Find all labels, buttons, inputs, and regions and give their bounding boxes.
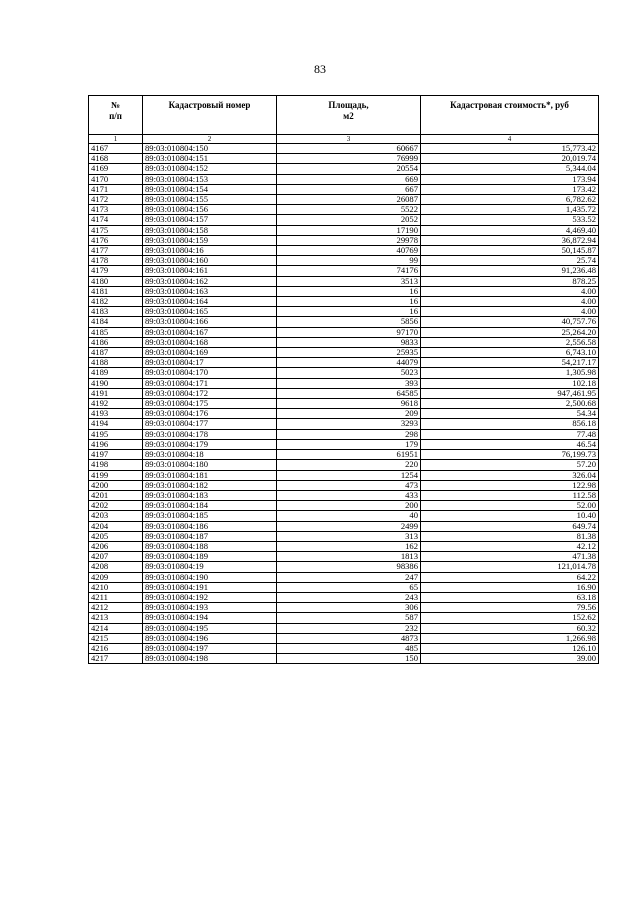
cadastral-value: 1,305.98: [421, 368, 599, 378]
row-index: 4184: [89, 317, 143, 327]
cadastral-number: 89:03:010804:198: [143, 654, 277, 664]
header-line: Кадастровая стоимость*, руб: [450, 100, 569, 110]
area: 17190: [277, 225, 421, 235]
table-row: [89, 235, 599, 245]
row-index: 4169: [89, 164, 143, 174]
cadastral-number: 89:03:010804:17: [143, 358, 277, 368]
area: 9618: [277, 399, 421, 409]
cadastral-value: 4,469.40: [421, 225, 599, 235]
cadastral-number: 89:03:010804:189: [143, 552, 277, 562]
row-index: 4180: [89, 276, 143, 286]
row-index: 4168: [89, 154, 143, 164]
row-index: 4181: [89, 286, 143, 296]
row-index: 4213: [89, 613, 143, 623]
table-row: [89, 184, 599, 194]
area: 485: [277, 643, 421, 653]
header-line: №: [110, 100, 121, 110]
header-line: Кадастровый номер: [168, 100, 251, 110]
row-index: 4211: [89, 592, 143, 602]
row-index: 4186: [89, 337, 143, 347]
row-index: 4206: [89, 541, 143, 551]
area: 3513: [277, 276, 421, 286]
cadastral-value: 25,264.20: [421, 327, 599, 337]
area: 20554: [277, 164, 421, 174]
area: 243: [277, 592, 421, 602]
cadastral-value: 46.54: [421, 439, 599, 449]
cadastral-number: 89:03:010804:180: [143, 460, 277, 470]
table-row: [89, 337, 599, 347]
row-index: 4177: [89, 246, 143, 256]
row-index: 4172: [89, 195, 143, 205]
table-row: [89, 603, 599, 613]
cadastral-value: 76,199.73: [421, 450, 599, 460]
area: 29978: [277, 235, 421, 245]
cadastral-value: 2,500.68: [421, 399, 599, 409]
cadastral-number: 89:03:010804:155: [143, 195, 277, 205]
cadastral-value: 42.12: [421, 541, 599, 551]
table-row: [89, 368, 599, 378]
area: 247: [277, 572, 421, 582]
row-index: 4191: [89, 388, 143, 398]
area: 64585: [277, 388, 421, 398]
cadastral-value: 152.62: [421, 613, 599, 623]
row-index: 4194: [89, 419, 143, 429]
row-index: 4205: [89, 531, 143, 541]
area: 587: [277, 613, 421, 623]
area: 97170: [277, 327, 421, 337]
row-index: 4189: [89, 368, 143, 378]
cadastral-number: 89:03:010804:170: [143, 368, 277, 378]
cadastral-number: 89:03:010804:171: [143, 378, 277, 388]
cadastral-value: 50,145.87: [421, 246, 599, 256]
table-row: [89, 266, 599, 276]
cadastral-number: 89:03:010804:169: [143, 348, 277, 358]
cadastral-number: 89:03:010804:175: [143, 399, 277, 409]
cadastral-number: 89:03:010804:16: [143, 246, 277, 256]
cadastral-number: 89:03:010804:184: [143, 501, 277, 511]
table-row: [89, 246, 599, 256]
cadastral-number: 89:03:010804:188: [143, 541, 277, 551]
column-number: 3: [277, 135, 421, 144]
table-row: [89, 541, 599, 551]
cadastral-number: 89:03:010804:190: [143, 572, 277, 582]
area: 74176: [277, 266, 421, 276]
cadastral-number: 89:03:010804:19: [143, 562, 277, 572]
cadastral-value: 173.94: [421, 174, 599, 184]
area: 306: [277, 603, 421, 613]
column-number: 4: [421, 135, 599, 144]
area: 150: [277, 654, 421, 664]
area: 209: [277, 409, 421, 419]
cadastral-table: [88, 95, 599, 664]
table-header-row: [89, 96, 599, 135]
cadastral-value: 4.00: [421, 286, 599, 296]
cadastral-value: 856.18: [421, 419, 599, 429]
table-row: [89, 552, 599, 562]
table-row: [89, 654, 599, 664]
cadastral-value: 112.58: [421, 490, 599, 500]
row-index: 4198: [89, 460, 143, 470]
cadastral-number: 89:03:010804:183: [143, 490, 277, 500]
table-row: [89, 144, 599, 154]
area: 179: [277, 439, 421, 449]
row-index: 4200: [89, 480, 143, 490]
row-index: 4179: [89, 266, 143, 276]
cadastral-number: 89:03:010804:193: [143, 603, 277, 613]
area: 3293: [277, 419, 421, 429]
table-row: [89, 633, 599, 643]
cadastral-value: 64.22: [421, 572, 599, 582]
table-row: [89, 439, 599, 449]
area: 5856: [277, 317, 421, 327]
cadastral-value: 471.38: [421, 552, 599, 562]
cadastral-number: 89:03:010804:187: [143, 531, 277, 541]
area: 44079: [277, 358, 421, 368]
cadastral-number: 89:03:010804:158: [143, 225, 277, 235]
cadastral-number: 89:03:010804:165: [143, 307, 277, 317]
row-index: 4209: [89, 572, 143, 582]
row-index: 4193: [89, 409, 143, 419]
cadastral-value: 173.42: [421, 184, 599, 194]
cadastral-number: 89:03:010804:164: [143, 297, 277, 307]
area: 65: [277, 582, 421, 592]
cadastral-value: 60.32: [421, 623, 599, 633]
row-index: 4216: [89, 643, 143, 653]
area: 16: [277, 286, 421, 296]
cadastral-value: 533.52: [421, 215, 599, 225]
cadastral-number: 89:03:010804:157: [143, 215, 277, 225]
table-row: [89, 195, 599, 205]
cadastral-value: 102.18: [421, 378, 599, 388]
area: 5522: [277, 205, 421, 215]
cadastral-value: 16.90: [421, 582, 599, 592]
cadastral-number: 89:03:010804:156: [143, 205, 277, 215]
header-index: [89, 96, 143, 135]
area: 393: [277, 378, 421, 388]
table-row: [89, 572, 599, 582]
cadastral-number: 89:03:010804:159: [143, 235, 277, 245]
cadastral-value: 77.48: [421, 429, 599, 439]
table-row: [89, 490, 599, 500]
row-index: 4201: [89, 490, 143, 500]
area: 2499: [277, 521, 421, 531]
cadastral-value: 57.20: [421, 460, 599, 470]
header-line: м2: [343, 111, 354, 121]
area: 298: [277, 429, 421, 439]
table-row: [89, 501, 599, 511]
table-row: [89, 643, 599, 653]
row-index: 4183: [89, 307, 143, 317]
cadastral-value: 947,461.95: [421, 388, 599, 398]
area: 473: [277, 480, 421, 490]
area: 1813: [277, 552, 421, 562]
area: 669: [277, 174, 421, 184]
cadastral-number: 89:03:010804:162: [143, 276, 277, 286]
table-row: [89, 450, 599, 460]
cadastral-number: 89:03:010804:197: [143, 643, 277, 653]
area: 60667: [277, 144, 421, 154]
cadastral-value: 25.74: [421, 256, 599, 266]
row-index: 4167: [89, 144, 143, 154]
area: 232: [277, 623, 421, 633]
row-index: 4208: [89, 562, 143, 572]
cadastral-value: 10.40: [421, 511, 599, 521]
cadastral-number: 89:03:010804:172: [143, 388, 277, 398]
row-index: 4192: [89, 399, 143, 409]
table-row: [89, 378, 599, 388]
table-row: [89, 399, 599, 409]
area: 5023: [277, 368, 421, 378]
table-row: [89, 307, 599, 317]
table-row: [89, 592, 599, 602]
table-row: [89, 297, 599, 307]
cadastral-number: 89:03:010804:150: [143, 144, 277, 154]
row-index: 4188: [89, 358, 143, 368]
table-body: [89, 144, 599, 664]
cadastral-value: 6,782.62: [421, 195, 599, 205]
table-row: [89, 388, 599, 398]
page-number: 83: [314, 62, 326, 76]
cadastral-value: 63.18: [421, 592, 599, 602]
row-index: 4187: [89, 348, 143, 358]
cadastral-number: 89:03:010804:191: [143, 582, 277, 592]
row-index: 4175: [89, 225, 143, 235]
cadastral-value: 4.00: [421, 297, 599, 307]
cadastral-number: 89:03:010804:166: [143, 317, 277, 327]
cadastral-value: 15,773.42: [421, 144, 599, 154]
header-cadastral-value: [421, 96, 599, 135]
cadastral-number: 89:03:010804:163: [143, 286, 277, 296]
row-index: 4195: [89, 429, 143, 439]
cadastral-number: 89:03:010804:196: [143, 633, 277, 643]
header-area: [277, 96, 421, 135]
area: 25935: [277, 348, 421, 358]
header-line: п/п: [109, 111, 122, 121]
area: 16: [277, 307, 421, 317]
row-index: 4176: [89, 235, 143, 245]
row-index: 4207: [89, 552, 143, 562]
cadastral-value: 39.00: [421, 654, 599, 664]
area: 40769: [277, 246, 421, 256]
row-index: 4190: [89, 378, 143, 388]
cadastral-number: 89:03:010804:176: [143, 409, 277, 419]
cadastral-value: 5,344.04: [421, 164, 599, 174]
area: 99: [277, 256, 421, 266]
cadastral-number: 89:03:010804:185: [143, 511, 277, 521]
table-row: [89, 256, 599, 266]
cadastral-number: 89:03:010804:194: [143, 613, 277, 623]
cadastral-value: 36,872.94: [421, 235, 599, 245]
cadastral-value: 79.56: [421, 603, 599, 613]
cadastral-value: 122.98: [421, 480, 599, 490]
table-row: [89, 286, 599, 296]
table-row: [89, 348, 599, 358]
cadastral-number: 89:03:010804:186: [143, 521, 277, 531]
row-index: 4204: [89, 521, 143, 531]
table-row: [89, 154, 599, 164]
area: 61951: [277, 450, 421, 460]
table-row: [89, 164, 599, 174]
cadastral-value: 2,556.58: [421, 337, 599, 347]
column-number: 1: [89, 135, 143, 144]
area: 2052: [277, 215, 421, 225]
cadastral-number: 89:03:010804:167: [143, 327, 277, 337]
area: 200: [277, 501, 421, 511]
cadastral-number: 89:03:010804:18: [143, 450, 277, 460]
table-row: [89, 205, 599, 215]
table-row: [89, 215, 599, 225]
cadastral-number: 89:03:010804:160: [143, 256, 277, 266]
cadastral-number: 89:03:010804:178: [143, 429, 277, 439]
cadastral-value: 1,266.98: [421, 633, 599, 643]
table-row: [89, 409, 599, 419]
row-index: 4185: [89, 327, 143, 337]
cadastral-number: 89:03:010804:177: [143, 419, 277, 429]
cadastral-value: 126.10: [421, 643, 599, 653]
row-index: 4174: [89, 215, 143, 225]
area: 9833: [277, 337, 421, 347]
row-index: 4199: [89, 470, 143, 480]
area: 26087: [277, 195, 421, 205]
cadastral-number: 89:03:010804:151: [143, 154, 277, 164]
cadastral-value: 40,757.76: [421, 317, 599, 327]
cadastral-number: 89:03:010804:195: [143, 623, 277, 633]
area: 1254: [277, 470, 421, 480]
cadastral-value: 54.34: [421, 409, 599, 419]
cadastral-value: 326.04: [421, 470, 599, 480]
cadastral-value: 54,217.17: [421, 358, 599, 368]
column-number: 2: [143, 135, 277, 144]
area: 4873: [277, 633, 421, 643]
cadastral-value: 121,014.78: [421, 562, 599, 572]
row-index: 4196: [89, 439, 143, 449]
row-index: 4215: [89, 633, 143, 643]
table-row: [89, 531, 599, 541]
table-row: [89, 562, 599, 572]
cadastral-value: 878.25: [421, 276, 599, 286]
row-index: 4202: [89, 501, 143, 511]
table-row: [89, 582, 599, 592]
table-row: [89, 419, 599, 429]
cadastral-value: 20,019.74: [421, 154, 599, 164]
table-row: [89, 174, 599, 184]
header-cadastral-number: [143, 96, 277, 135]
table-row: [89, 327, 599, 337]
table-row: [89, 225, 599, 235]
row-index: 4203: [89, 511, 143, 521]
column-number-row: [89, 135, 599, 144]
area: 162: [277, 541, 421, 551]
table-row: [89, 623, 599, 633]
area: 667: [277, 184, 421, 194]
cadastral-number: 89:03:010804:161: [143, 266, 277, 276]
area: 313: [277, 531, 421, 541]
cadastral-value: 81.38: [421, 531, 599, 541]
cadastral-number: 89:03:010804:179: [143, 439, 277, 449]
row-index: 4178: [89, 256, 143, 266]
cadastral-value: 4.00: [421, 307, 599, 317]
row-index: 4210: [89, 582, 143, 592]
table-row: [89, 358, 599, 368]
cadastral-number: 89:03:010804:154: [143, 184, 277, 194]
row-index: 4197: [89, 450, 143, 460]
header-line: Площадь,: [328, 100, 369, 110]
row-index: 4170: [89, 174, 143, 184]
row-index: 4212: [89, 603, 143, 613]
cadastral-number: 89:03:010804:168: [143, 337, 277, 347]
cadastral-value: 52.00: [421, 501, 599, 511]
row-index: 4171: [89, 184, 143, 194]
area: 76999: [277, 154, 421, 164]
row-index: 4173: [89, 205, 143, 215]
table-row: [89, 460, 599, 470]
cadastral-value: 91,236.48: [421, 266, 599, 276]
row-index: 4182: [89, 297, 143, 307]
cadastral-number: 89:03:010804:182: [143, 480, 277, 490]
cadastral-value: 1,435.72: [421, 205, 599, 215]
area: 16: [277, 297, 421, 307]
table-row: [89, 521, 599, 531]
table-row: [89, 276, 599, 286]
area: 98386: [277, 562, 421, 572]
cadastral-number: 89:03:010804:192: [143, 592, 277, 602]
cadastral-value: 6,743.10: [421, 348, 599, 358]
cadastral-number: 89:03:010804:153: [143, 174, 277, 184]
table-row: [89, 317, 599, 327]
table-row: [89, 470, 599, 480]
area: 433: [277, 490, 421, 500]
cadastral-number: 89:03:010804:181: [143, 470, 277, 480]
cadastral-value: 649.74: [421, 521, 599, 531]
cadastral-number: 89:03:010804:152: [143, 164, 277, 174]
table-row: [89, 511, 599, 521]
row-index: 4214: [89, 623, 143, 633]
row-index: 4217: [89, 654, 143, 664]
table-row: [89, 480, 599, 490]
area: 220: [277, 460, 421, 470]
table-row: [89, 429, 599, 439]
table-row: [89, 613, 599, 623]
area: 40: [277, 511, 421, 521]
